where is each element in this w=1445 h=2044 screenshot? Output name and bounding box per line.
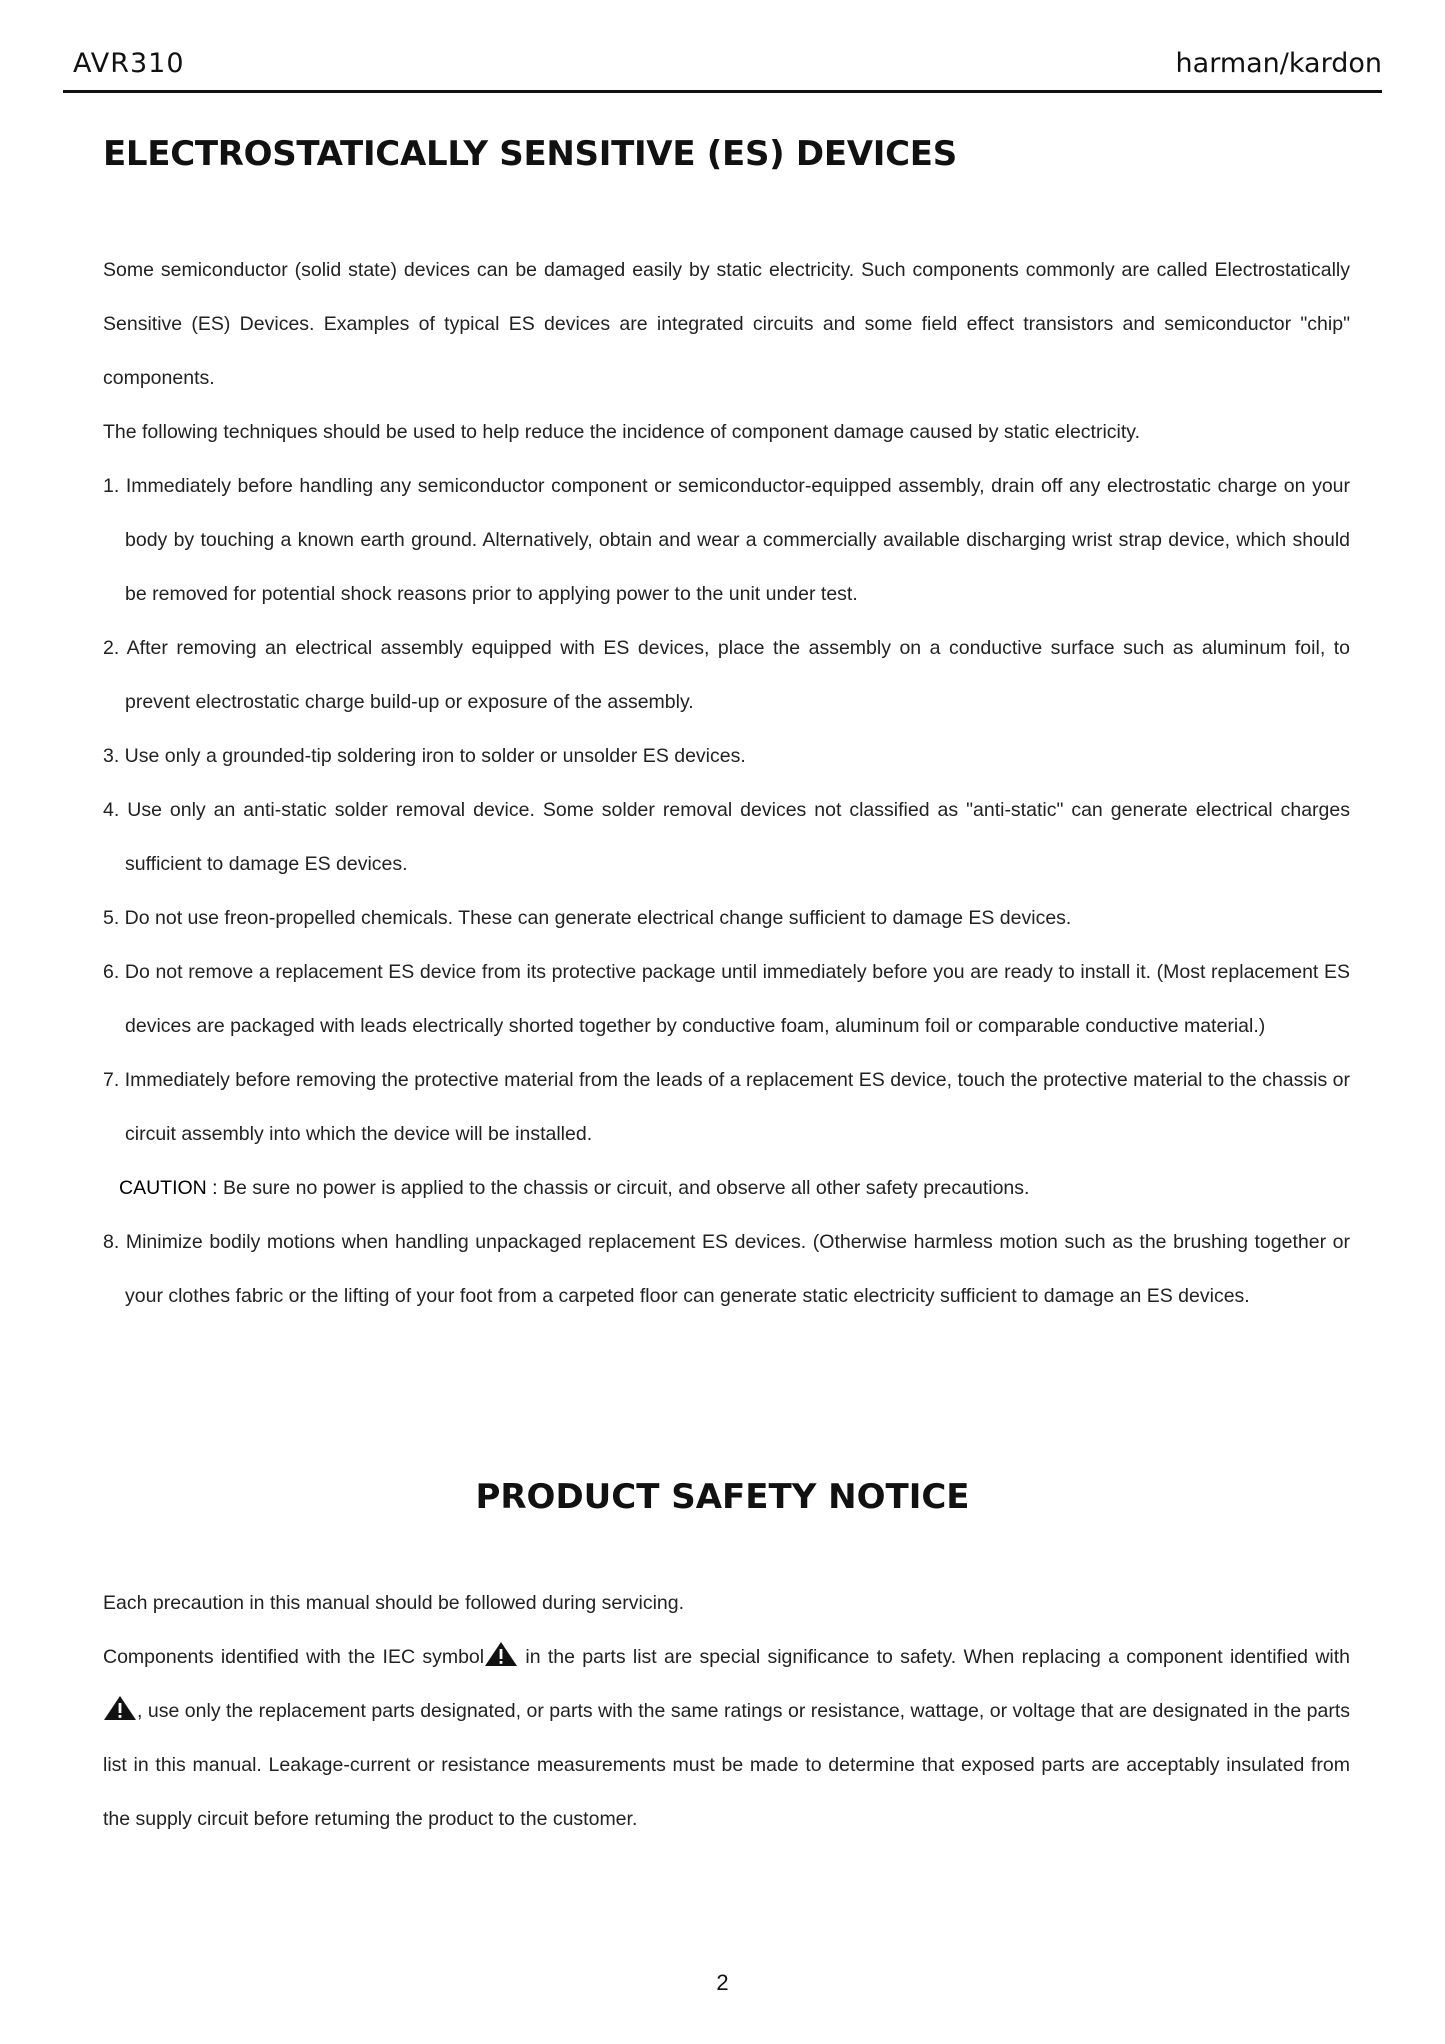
warning-triangle-icon — [484, 1641, 518, 1667]
model-name: AVR310 — [73, 48, 185, 79]
es-section-title: ELECTROSTATICALLY SENSITIVE (ES) DEVICES — [103, 134, 957, 174]
safety-section-title: PRODUCT SAFETY NOTICE — [475, 1477, 970, 1517]
safety-section-body — [103, 1576, 1350, 1846]
caution-label: CAUTION : — [119, 1177, 218, 1199]
es-list-item: 6. Do not remove a replacement ES device from its protective package until immediately before you are ready to install it. (Most replacement ES devices are packaged with leads electrically shorted together by conductive foam, aluminum foil or comparable conductive material.) — [103, 961, 1350, 1037]
es-intro-paragraph: Some semiconductor (solid state) devices can be damaged easily by static electricity. Such components commonly are called Electrostatically Sensitive (ES) Devices. Examples of typical ES devices are integrated circuits and some field effect transistors and semiconductor "chip" components. — [103, 259, 1350, 389]
es-list-item: 3. Use only a grounded-tip soldering iron to solder or unsolder ES devices. — [103, 745, 746, 767]
es-list-item: 2. After removing an electrical assembly equipped with ES devices, place the assembly on a conductive surface such as aluminum foil, to prevent electrostatic charge build-up or exposure of the assembly. — [103, 637, 1350, 713]
es-section-body — [103, 243, 1350, 1323]
es-list-item: 4. Use only an anti-static solder removal device. Some solder removal devices not classified as "anti-static" can generate electrical charges sufficient to damage ES devices. — [103, 799, 1350, 875]
warning-triangle-icon — [103, 1695, 137, 1721]
caution-note — [103, 1161, 1350, 1215]
es-list-item: 7. Immediately before removing the protective material from the leads of a replacement ES device, touch the protective material to the chassis or circuit assembly into which the device will be installed. — [103, 1069, 1350, 1145]
es-list-item: 1. Immediately before handling any semiconductor component or semiconductor-equipped assembly, drain off any electrostatic charge on your body by touching a known earth ground. Alternatively, obtain and wear a commercially available discharging wrist strap device, which should be removed for potential shock reasons prior to applying power to the unit under test. — [103, 475, 1350, 605]
page-number: 2 — [716, 1970, 729, 1995]
es-list-item: 5. Do not use freon-propelled chemicals. These can generate electrical change sufficient to damage ES devices. — [103, 907, 1072, 929]
safety-paragraph-1: Each precaution in this manual should be followed during servicing. — [103, 1592, 685, 1614]
page-header — [63, 44, 1382, 93]
safety-text-b: in the parts list are special significance to safety. When replacing a component identified with — [518, 1646, 1350, 1668]
safety-text-a: Components identified with the IEC symbol — [103, 1646, 485, 1668]
es-list-item: 8. Minimize bodily motions when handling unpackaged replacement ES devices. (Otherwise harmless motion such as the brushing together or your clothes fabric or the lifting of your foot from a carpeted floor can generate static electricity sufficient to damage an ES devices. — [103, 1231, 1350, 1307]
caution-text: Be sure no power is applied to the chassis or circuit, and observe all other safety precautions. — [217, 1177, 1030, 1199]
brand-name: harman/kardon — [1175, 48, 1382, 79]
es-lead-paragraph: The following techniques should be used to help reduce the incidence of component damage caused by static electricity. — [103, 421, 1141, 443]
safety-text-c: , use only the replacement parts designated, or parts with the same ratings or resistance, wattage, or voltage that are designated in the parts list in this manual. Leakage-current or resistance measurements must be made to determine that exposed parts are acceptably insulated from the supply circuit before retuming the product to the customer. — [103, 1700, 1350, 1830]
safety-paragraph-2 — [103, 1630, 1350, 1846]
